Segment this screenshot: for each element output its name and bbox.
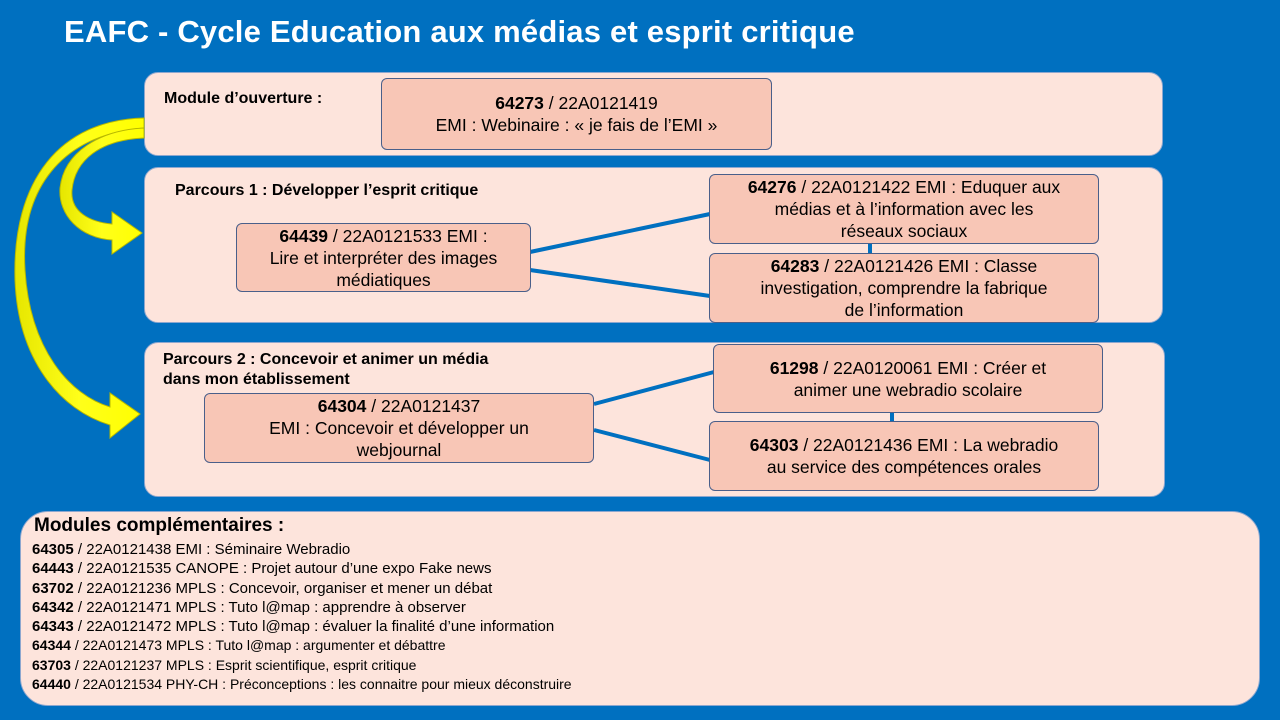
p1-main-line3: médiatiques bbox=[336, 269, 431, 290]
parcours1-label: Parcours 1 : Développer l’esprit critique bbox=[175, 182, 479, 199]
list-item bbox=[32, 579, 572, 598]
list-item-text: / 22A0121473 MPLS : Tuto l@map : argumenter et débattre bbox=[70, 637, 446, 654]
complementaires-list bbox=[32, 540, 572, 694]
p1-main-code: 64439 bbox=[279, 225, 329, 246]
list-item bbox=[32, 540, 572, 559]
list-item bbox=[32, 636, 572, 655]
list-item-code: 63703 bbox=[32, 656, 71, 673]
p1-branch1-line2: médias et à l’information avec les bbox=[774, 199, 1034, 219]
p1-branch1-ref: / 22A0121422 EMI : Eduquer aux bbox=[796, 177, 1061, 197]
module-ouverture-text: EMI : Webinaire : « je fais de l’EMI » bbox=[435, 115, 718, 135]
list-item-code: 64440 bbox=[32, 676, 71, 693]
p1-branch2-line3: de l’information bbox=[844, 300, 964, 320]
parcours1-branch2-box bbox=[709, 253, 1099, 323]
list-item bbox=[32, 675, 572, 694]
p2-connector-bottom bbox=[594, 430, 710, 460]
list-item-code: 64343 bbox=[32, 618, 74, 636]
p1-main-ref: / 22A0121533 EMI : bbox=[328, 225, 488, 246]
p1-connector-top bbox=[530, 214, 710, 252]
list-item-text: / 22A0121438 EMI : Séminaire Webradio bbox=[73, 541, 351, 558]
parcours2-branch1-box bbox=[713, 344, 1103, 413]
list-item-text: / 22A0121534 PHY-CH : Préconceptions : les connaitre pour mieux déconstruire bbox=[70, 676, 572, 693]
parcours1-main-box bbox=[236, 223, 531, 292]
p2-main-code: 64304 bbox=[317, 396, 367, 416]
p1-branch1-line3: réseaux sociaux bbox=[840, 221, 968, 241]
list-item-code: 64305 bbox=[32, 541, 74, 558]
list-item bbox=[32, 656, 572, 675]
p2-main-line2: EMI : Concevoir et développer un bbox=[269, 418, 529, 438]
p1-branch2-ref: / 22A0121426 EMI : Classe bbox=[819, 256, 1038, 276]
p2-branch1-line2: animer une webradio scolaire bbox=[793, 379, 1023, 400]
module-ouverture-box bbox=[381, 78, 772, 150]
complementaires-title: Modules complémentaires : bbox=[34, 515, 285, 536]
parcours2-label bbox=[163, 350, 488, 390]
list-item-code: 64344 bbox=[32, 637, 71, 654]
parcours2-label-line1: Parcours 2 : Concevoir et animer un média bbox=[163, 351, 489, 368]
list-item bbox=[32, 559, 572, 578]
p2-main-line3: webjournal bbox=[356, 440, 442, 460]
parcours1-branch1-box bbox=[709, 174, 1099, 244]
list-item bbox=[32, 598, 572, 617]
module-ouverture-code: 64273 bbox=[495, 93, 544, 113]
p1-connector-bottom bbox=[530, 270, 710, 296]
list-item-text: / 22A0121237 MPLS : Esprit scientifique, esprit critique bbox=[70, 656, 417, 673]
list-item-text: / 22A0121472 MPLS : Tuto l@map : évaluer la finalité d’une information bbox=[73, 618, 555, 636]
p2-connector-top bbox=[594, 372, 714, 404]
p1-branch2-code: 64283 bbox=[770, 256, 820, 276]
p1-main-line2: Lire et interpréter des images bbox=[269, 247, 498, 268]
module-ouverture-label: Module d’ouverture : bbox=[164, 90, 323, 107]
page-title: EAFC - Cycle Education aux médias et esprit critique bbox=[64, 14, 855, 49]
list-item-text: / 22A0121471 MPLS : Tuto l@map : apprendre à observer bbox=[73, 598, 466, 616]
p2-main-ref: / 22A0121437 bbox=[366, 396, 481, 416]
module-ouverture-ref: / 22A0121419 bbox=[543, 93, 658, 113]
p2-branch2-line2: au service des compétences orales bbox=[766, 457, 1042, 477]
p1-branch2-line2: investigation, comprendre la fabrique bbox=[760, 278, 1048, 298]
p2-branch2-code: 64303 bbox=[749, 435, 799, 455]
list-item-text: / 22A0121535 CANOPE : Projet autour d’une expo Fake news bbox=[73, 560, 492, 578]
p2-branch1-ref: / 22A0120061 EMI : Créer et bbox=[818, 357, 1047, 378]
parcours2-branch2-box bbox=[709, 421, 1099, 491]
list-item-code: 64342 bbox=[32, 598, 74, 616]
parcours2-label-line2: dans mon établissement bbox=[163, 371, 350, 388]
list-item-code: 64443 bbox=[32, 560, 74, 578]
p2-branch1-code: 61298 bbox=[769, 357, 819, 378]
p1-branch1-code: 64276 bbox=[747, 177, 797, 197]
list-item bbox=[32, 617, 572, 636]
list-item-code: 63702 bbox=[32, 579, 74, 597]
p2-branch2-ref: / 22A0121436 EMI : La webradio bbox=[798, 435, 1059, 455]
parcours2-main-box bbox=[204, 393, 594, 463]
list-item-text: / 22A0121236 MPLS : Concevoir, organiser et mener un débat bbox=[73, 579, 493, 597]
